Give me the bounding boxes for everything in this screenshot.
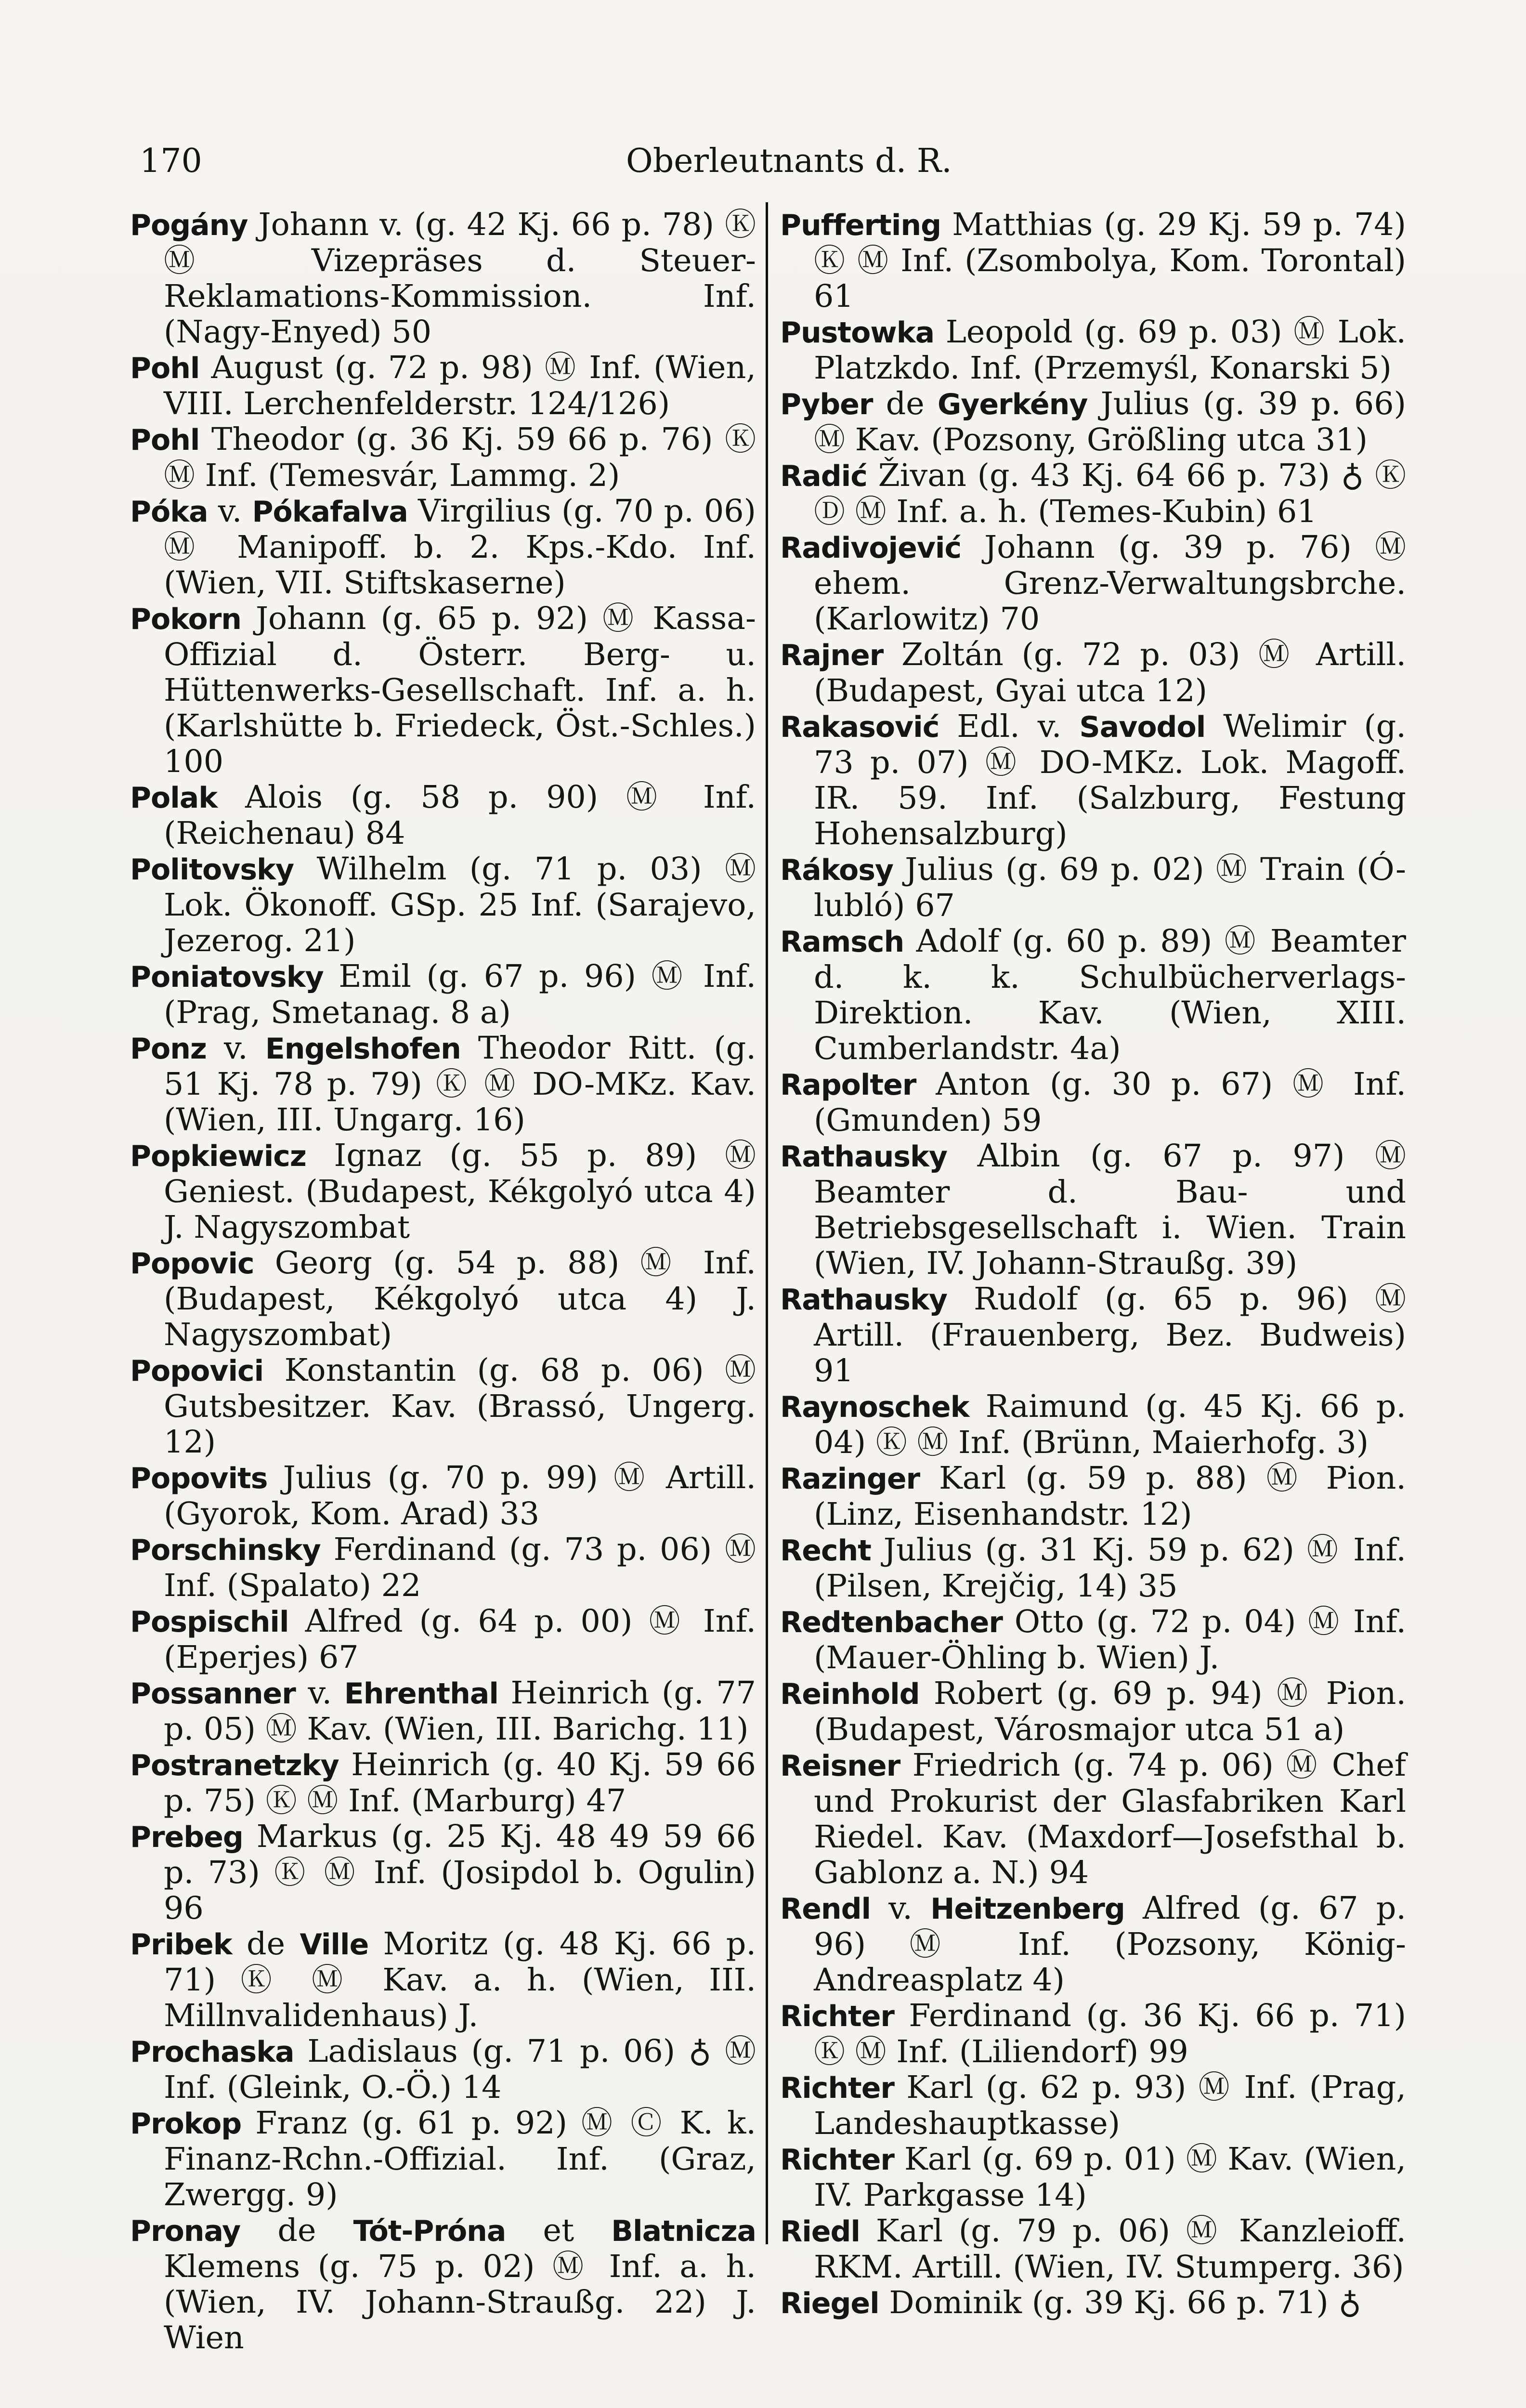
entry-text: de bbox=[873, 386, 938, 422]
entry-name: Pustowka bbox=[780, 316, 935, 350]
directory-entry bbox=[130, 207, 756, 350]
entry-name: Blatnicza bbox=[611, 2214, 756, 2248]
entry-name: Poniatovsky bbox=[130, 960, 324, 994]
entry-text: de bbox=[232, 1926, 300, 1962]
entry-text: Johann (g. 39 p. 76) Ⓜ ehem. Grenz-Verwaltungsbrche. (Karlowitz) 70 bbox=[814, 529, 1406, 637]
directory-entry bbox=[780, 530, 1406, 637]
entry-text: Leopold (g. 69 p. 03) Ⓜ Lok. Platzkdo. Inf. (Przemyśl, Konarski 5) bbox=[814, 314, 1406, 386]
directory-entry bbox=[780, 314, 1406, 386]
entry-name: Popovici bbox=[130, 1354, 264, 1388]
entry-name: Ponz bbox=[130, 1032, 207, 1066]
entry-text: Karl (g. 59 p. 88) Ⓜ Pion. (Linz, Eisenhandstr. 12) bbox=[814, 1460, 1406, 1532]
entry-text: Živan (g. 43 Kj. 64 66 p. 73) ♁ Ⓚ Ⓓ Ⓜ Inf. a. h. (Temes-Kubin) 61 bbox=[814, 458, 1406, 530]
directory-entry bbox=[130, 1532, 756, 1604]
directory-entry bbox=[130, 601, 756, 780]
directory-entry bbox=[130, 2213, 756, 2356]
directory-entry bbox=[780, 852, 1406, 924]
directory-entry bbox=[780, 1139, 1406, 1282]
entry-text: Adolf (g. 60 p. 89) Ⓜ Beamter d. k. k. Schulbücherverlags-Direktion. Kav. (Wien, XIII. Cumberlandstr. 4a) bbox=[814, 923, 1406, 1067]
entry-text: v. bbox=[208, 493, 252, 529]
entry-text: Karl (g. 69 p. 01) Ⓜ Kav. (Wien, IV. Parkgasse 14) bbox=[814, 2141, 1406, 2213]
directory-entry bbox=[130, 1819, 756, 1926]
entry-name: Heitzenberg bbox=[930, 1892, 1125, 1926]
entry-name: Reisner bbox=[780, 1749, 900, 1783]
entry-name: Pospischil bbox=[130, 1605, 289, 1639]
entry-name: Radivojević bbox=[780, 531, 962, 565]
entry-text: et bbox=[506, 2212, 612, 2249]
entry-name: Politovsky bbox=[130, 853, 294, 887]
directory-entry bbox=[130, 494, 756, 601]
entry-text: Alfred (g. 64 p. 00) Ⓜ Inf. (Eperjes) 67 bbox=[164, 1603, 756, 1675]
entry-name: Prokop bbox=[130, 2107, 242, 2141]
entry-text: Johann v. (g. 42 Kj. 66 p. 78) Ⓚ Ⓜ Vizepräses d. Steuer-Reklamations-Kommission. Inf. (Nagy-Enyed) 50 bbox=[164, 207, 756, 350]
entry-text: v. bbox=[206, 1030, 265, 1066]
entry-name: Ville bbox=[300, 1928, 369, 1962]
entry-text: Theodor (g. 36 Kj. 59 66 p. 76) Ⓚ Ⓜ Inf. (Temesvár, Lammg. 2) bbox=[164, 421, 756, 494]
entry-text: Albin (g. 67 p. 97) Ⓜ Beamter d. Bau- und Betriebsgesellschaft i. Wien. Train (Wien, IV. Johann-Straußg. 39) bbox=[814, 1138, 1406, 1282]
page-title: Oberleutnants d. R. bbox=[626, 142, 952, 180]
directory-entry bbox=[780, 386, 1406, 458]
entry-name: Riedl bbox=[780, 2215, 860, 2249]
directory-entry bbox=[780, 2213, 1406, 2285]
page-number: 170 bbox=[140, 142, 202, 180]
entry-name: Postranetzky bbox=[130, 1749, 339, 1782]
directory-entry bbox=[130, 1031, 756, 1138]
entry-name: Riegel bbox=[780, 2287, 879, 2320]
entry-text: Karl (g. 62 p. 93) Ⓜ Inf. (Prag, Landeshauptkasse) bbox=[814, 2069, 1406, 2142]
entry-text: Julius (g. 70 p. 99) Ⓜ Artill. (Gyorok, Kom. Arad) 33 bbox=[164, 1460, 756, 1532]
entry-name: Popovits bbox=[130, 1462, 268, 1495]
entry-name: Rendl bbox=[780, 1892, 871, 1926]
entry-text: Klemens (g. 75 p. 02) Ⓜ Inf. a. h. (Wien, IV. Johann-Straußg. 22) J. Wien bbox=[164, 2249, 756, 2356]
right-column bbox=[780, 207, 1406, 2321]
entry-name: Pokorn bbox=[130, 602, 242, 636]
directory-entry bbox=[780, 2285, 1406, 2321]
entry-name: Richter bbox=[780, 2143, 895, 2177]
directory-entry bbox=[130, 1926, 756, 2034]
directory-entry bbox=[130, 1138, 756, 1245]
directory-entry bbox=[780, 1067, 1406, 1139]
entry-name: Pyber bbox=[780, 388, 873, 421]
directory-entry bbox=[780, 637, 1406, 709]
entry-name: Rajner bbox=[780, 639, 884, 672]
directory-entry bbox=[130, 1460, 756, 1532]
entry-name: Razinger bbox=[780, 1462, 920, 1496]
entry-text: Matthias (g. 29 Kj. 59 p. 74) Ⓚ Ⓜ Inf. (Zsombolya, Kom. Torontal) 61 bbox=[814, 207, 1406, 314]
page-header bbox=[140, 142, 1391, 195]
directory-entry bbox=[780, 1676, 1406, 1748]
directory-entry bbox=[130, 350, 756, 422]
entry-name: Póka bbox=[130, 495, 208, 529]
entry-name: Richter bbox=[780, 2000, 895, 2033]
entry-text: Theodor Ritt. (g. 51 Kj. 78 p. 79) Ⓚ Ⓜ DO-MKz. Kav. (Wien, III. Ungarg. 16) bbox=[164, 1030, 756, 1138]
entry-text: August (g. 72 p. 98) Ⓜ Inf. (Wien, VIII. Lerchenfelderstr. 124/126) bbox=[164, 350, 756, 422]
entry-text: Markus (g. 25 Kj. 48 49 59 66 p. 73) Ⓚ Ⓜ Inf. (Josipdol b. Ogulin) 96 bbox=[164, 1819, 756, 1926]
directory-entry bbox=[130, 422, 756, 494]
entry-name: Reinhold bbox=[780, 1677, 920, 1711]
directory-entry bbox=[130, 2106, 756, 2213]
directory-entry bbox=[780, 1891, 1406, 1998]
entry-name: Ehrenthal bbox=[344, 1677, 498, 1711]
entry-text: Ladislaus (g. 71 p. 06) ♁ Ⓜ Inf. (Gleink, O.-Ö.) 14 bbox=[164, 2033, 756, 2106]
entry-name: Ramsch bbox=[780, 925, 904, 959]
entry-text: Georg (g. 54 p. 88) Ⓜ Inf. (Budapest, Kékgolyó utca 4) J. Nagyszombat) bbox=[164, 1245, 756, 1353]
entry-text: Julius (g. 31 Kj. 59 p. 62) Ⓜ Inf. (Pilsen, Krejčig, 14) 35 bbox=[814, 1532, 1406, 1604]
entry-name: Engelshofen bbox=[265, 1032, 461, 1066]
entry-name: Polak bbox=[130, 781, 218, 815]
directory-entry bbox=[130, 2034, 756, 2106]
entry-text: Moritz (g. 48 Kj. 66 p. 71) Ⓚ Ⓜ Kav. a. h. (Wien, III. Millnvalidenhaus) J. bbox=[164, 1926, 756, 2034]
entry-text: Welimir (g. 73 p. 07) Ⓜ DO-MKz. Lok. Magoff. IR. 59. Inf. (Salzburg, Festung Hohensalzburg) bbox=[814, 708, 1406, 852]
entry-name: Tót-Próna bbox=[353, 2214, 506, 2248]
entry-text: Julius (g. 69 p. 02) Ⓜ Train (Ó-lubló) 67 bbox=[814, 851, 1406, 924]
entry-text: Konstantin (g. 68 p. 06) Ⓜ Gutsbesitzer. Kav. (Brassó, Ungerg. 12) bbox=[164, 1352, 756, 1460]
entry-name: Popovic bbox=[130, 1247, 254, 1281]
entry-name: Rákosy bbox=[780, 853, 894, 887]
entry-name: Rathausky bbox=[780, 1140, 948, 1174]
directory-entry bbox=[780, 1604, 1406, 1676]
directory-entry bbox=[780, 1998, 1406, 2070]
entry-text: Emil (g. 67 p. 96) Ⓜ Inf. (Prag, Smetanag. 8 a) bbox=[164, 958, 756, 1031]
entry-name: Rakasović bbox=[780, 710, 939, 744]
entry-text: Ferdinand (g. 36 Kj. 66 p. 71) Ⓚ Ⓜ Inf. (Liliendorf) 99 bbox=[814, 1998, 1406, 2070]
entry-name: Prebeg bbox=[130, 1820, 243, 1854]
directory-entry bbox=[780, 1748, 1406, 1891]
entry-name: Pribek bbox=[130, 1928, 232, 1962]
entry-text: Wilhelm (g. 71 p. 03) Ⓜ Lok. Ökonoff. GSp. 25 Inf. (Sarajevo, Jezerog. 21) bbox=[164, 851, 756, 959]
directory-entry bbox=[780, 2070, 1406, 2142]
directory-entry bbox=[780, 207, 1406, 314]
directory-entry bbox=[130, 1747, 756, 1819]
entry-name: Pohl bbox=[130, 423, 200, 457]
entry-text: Rudolf (g. 65 p. 96) Ⓜ Artill. (Frauenberg, Bez. Budweis) 91 bbox=[814, 1281, 1406, 1389]
directory-entry bbox=[780, 2142, 1406, 2213]
entry-text: Zoltán (g. 72 p. 03) Ⓜ Artill. (Budapest, Gyai utca 12) bbox=[814, 637, 1406, 709]
directory-entry bbox=[780, 1532, 1406, 1604]
entry-name: Rathausky bbox=[780, 1283, 948, 1317]
entry-name: Rapolter bbox=[780, 1068, 916, 1102]
entry-text: Robert (g. 69 p. 94) Ⓜ Pion. (Budapest, Városmajor utca 51 a) bbox=[814, 1675, 1406, 1748]
directory-entry bbox=[130, 1675, 756, 1747]
entry-name: Radić bbox=[780, 459, 867, 493]
entry-name: Pókafalva bbox=[252, 495, 408, 529]
directory-entry bbox=[780, 1389, 1406, 1461]
entry-text: Ferdinand (g. 73 p. 06) Ⓜ Inf. (Spalato) 22 bbox=[164, 1531, 756, 1604]
entry-text: v. bbox=[871, 1890, 931, 1926]
entry-name: Popkiewicz bbox=[130, 1139, 306, 1173]
entry-text: Raimund (g. 45 Kj. 66 p. 04) Ⓚ Ⓜ Inf. (Brünn, Maierhofg. 3) bbox=[814, 1388, 1406, 1461]
directory-entry bbox=[780, 1461, 1406, 1532]
entry-text: Otto (g. 72 p. 04) Ⓜ Inf. (Mauer-Öhling b. Wien) J. bbox=[814, 1604, 1406, 1676]
entry-text: Anton (g. 30 p. 67) Ⓜ Inf. (Gmunden) 59 bbox=[814, 1066, 1406, 1139]
directory-entry bbox=[130, 1245, 756, 1353]
entry-text: Alfred (g. 67 p. 96) Ⓜ Inf. (Pozsony, König-Andreasplatz 4) bbox=[814, 1890, 1406, 1998]
entry-name: Porschinsky bbox=[130, 1533, 321, 1567]
directory-entry bbox=[780, 709, 1406, 852]
entry-text: Alois (g. 58 p. 90) Ⓜ Inf. (Reichenau) 84 bbox=[164, 779, 756, 851]
entry-text: Edl. v. bbox=[939, 708, 1080, 745]
directory-entry bbox=[780, 458, 1406, 530]
entry-name: Richter bbox=[780, 2071, 895, 2105]
entry-text: Dominik (g. 39 Kj. 66 p. 71) ♁ bbox=[879, 2285, 1361, 2321]
entry-text: Virgilius (g. 70 p. 06) Ⓜ Manipoff. b. 2. Kps.-Kdo. Inf. (Wien, VII. Stiftskaserne) bbox=[164, 493, 756, 601]
entry-name: Possanner bbox=[130, 1677, 296, 1711]
column-divider bbox=[766, 202, 768, 2244]
entry-text: Franz (g. 61 p. 92) Ⓜ Ⓒ K. k. Finanz-Rchn.-Offizial. Inf. (Graz, Zwergg. 9) bbox=[164, 2105, 756, 2213]
entry-name: Prochaska bbox=[130, 2035, 294, 2069]
directory-entry bbox=[780, 1282, 1406, 1389]
entry-text: Karl (g. 79 p. 06) Ⓜ Kanzleioff. RKM. Artill. (Wien, IV. Stumperg. 36) bbox=[814, 2213, 1406, 2285]
directory-entry bbox=[130, 851, 756, 959]
entry-text: Julius (g. 39 p. 66) Ⓜ Kav. (Pozsony, Größling utca 31) bbox=[814, 386, 1406, 458]
entry-text: Ignaz (g. 55 p. 89) Ⓜ Geniest. (Budapest, Kékgolyó utca 4) J. Nagyszombat bbox=[164, 1138, 756, 1245]
left-column bbox=[130, 207, 756, 2356]
entry-text: de bbox=[240, 2212, 353, 2249]
entry-text: Friedrich (g. 74 p. 06) Ⓜ Chef und Prokurist der Glasfabriken Karl Riedel. Kav. (Maxdorf—Josefsthal b. Gablonz a. N.) 94 bbox=[814, 1747, 1406, 1891]
entry-name: Redtenbacher bbox=[780, 1606, 1003, 1639]
entry-name: Raynoschek bbox=[780, 1390, 969, 1424]
entry-name: Pronay bbox=[130, 2214, 241, 2248]
directory-entry bbox=[130, 959, 756, 1031]
entry-name: Savodol bbox=[1079, 710, 1206, 744]
entry-text: Heinrich (g. 77 p. 05) Ⓜ Kav. (Wien, III. Barichg. 11) bbox=[164, 1675, 756, 1747]
directory-entry bbox=[130, 780, 756, 851]
directory-entry bbox=[130, 1604, 756, 1675]
entry-name: Gyerkény bbox=[937, 388, 1088, 421]
entry-name: Pufferting bbox=[780, 209, 941, 242]
directory-entry bbox=[130, 1353, 756, 1460]
entry-text: Heinrich (g. 40 Kj. 59 66 p. 75) Ⓚ Ⓜ Inf. (Marburg) 47 bbox=[164, 1747, 756, 1819]
entry-name: Pogány bbox=[130, 209, 248, 242]
directory-entry bbox=[780, 924, 1406, 1067]
entry-name: Recht bbox=[780, 1534, 871, 1568]
entry-name: Pohl bbox=[130, 352, 200, 385]
entry-text: v. bbox=[295, 1675, 344, 1711]
entry-text: Johann (g. 65 p. 92) Ⓜ Kassa-Offizial d. Österr. Berg- u. Hüttenwerks-Gesellschaft. Inf. a. h. (Karlshütte b. Friedeck, Öst.-Schles.) 100 bbox=[164, 601, 756, 780]
